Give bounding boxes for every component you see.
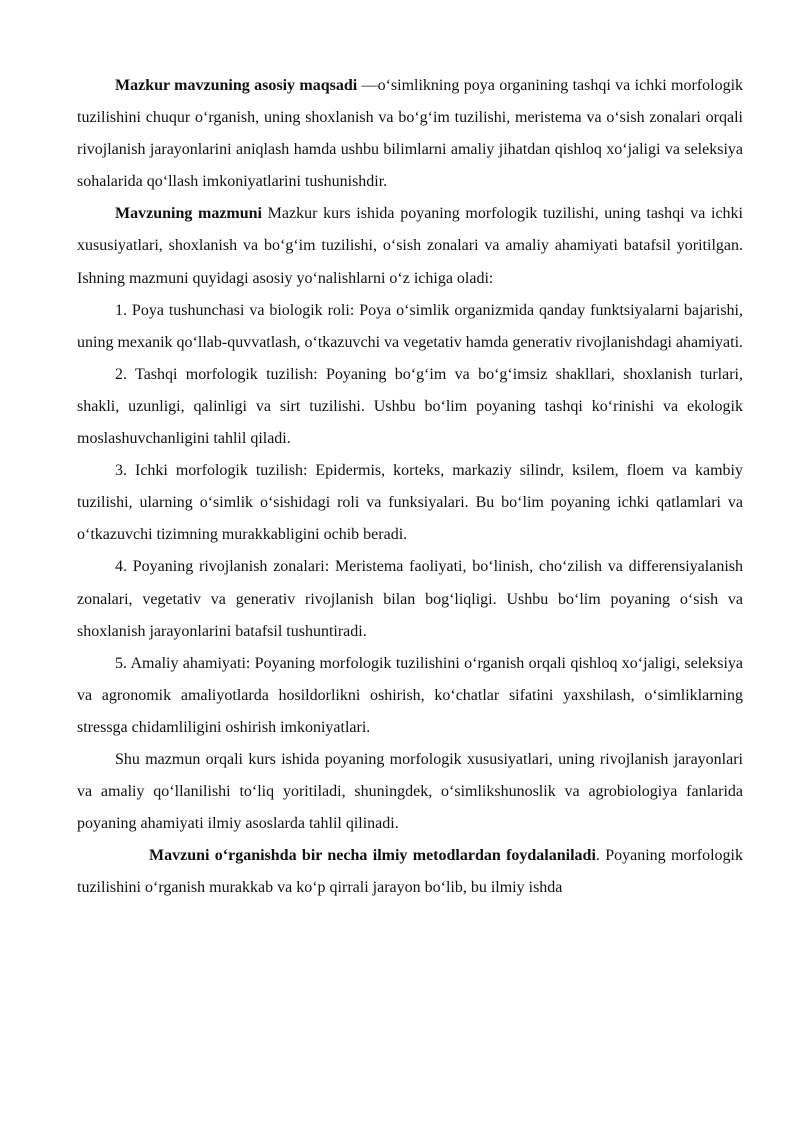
paragraph-lead: Mazkur mavzuning asosiy maqsadi	[115, 77, 358, 94]
paragraph-text: Shu mazmun orqali kurs ishida poyaning morfologik xususiyatlari, uning rivojlanish jarayonlari va amaliy qo‘llanilishi to‘liq yoritiladi, shuningdek, o‘simlikshunoslik va agrobiologiya fanlarida poyaning ahamiyati ilmiy asoslarda tahlil qilinadi.	[77, 750, 743, 833]
document-page	[77, 70, 743, 904]
list-item-4	[77, 551, 743, 647]
paragraph-text: 4. Poyaning rivojlanish zonalari: Meristema faoliyati, bo‘linish, cho‘zilish va differensiyalanish zonalari, vegetativ va generativ rivojlanish bilan bog‘liqligi. Ushbu bo‘lim poyaning o‘sish va shoxlanish jarayonlarini batafsil tushuntiradi.	[77, 558, 743, 640]
paragraph-lead: Mavzuni o‘rganishda bir necha ilmiy metodlardan foydalaniladi	[149, 847, 596, 865]
paragraph-text: 2. Tashqi morfologik tuzilish: Poyaning bo‘g‘im va bo‘g‘imsiz shakllari, shoxlanish turlari, shakli, uzunligi, qalinligi va sirt tuzilishi. Ushbu bo‘lim poyaning tashqi ko‘rinishi va ekologik moslashuvchanligini tahlil qiladi.	[77, 365, 743, 448]
paragraph-lead: Mavzuning mazmuni	[115, 205, 263, 223]
list-item-5	[77, 648, 743, 744]
paragraph-summary	[77, 744, 743, 840]
paragraph-goal	[77, 70, 743, 198]
paragraph-text: 1. Poya tushunchasi va biologik roli: Poya o‘simlik organizmida qanday funktsiyalarni bajarishi, uning mexanik qo‘llab-quvvatlash, o‘tkazuvchi va vegetativ hamda generativ rivojlanishdagi ahamiyati.	[77, 301, 744, 351]
paragraph-text: Mazkur kurs ishida poyaning morfologik tuzilishi, uning tashqi va ichki xususiyatlari, shoxlanish va bo‘g‘im tuzilishi, o‘sish zonalari va amaliy ahamiyati batafsil yoritilgan. Ishning mazmuni quyidagi asosiy yo‘nalishlarni o‘z ichiga oladi:	[77, 205, 744, 287]
paragraph-text: 3. Ichki morfologik tuzilish: Epidermis, korteks, markaziy silindr, ksilem, floem va kambiy tuzilishi, ularning o‘simlik o‘sishidagi roli va funksiyalari. Bu bo‘lim poyaning ichki qatlamlari va o‘tkazuvchi tizimning murakkabligini ochib beradi.	[77, 462, 743, 544]
paragraph-text: . Poyaning morfologik tuzilishini o‘rganish murakkab va ko‘p qirrali jarayon bo‘lib, bu ilmiy ishda	[77, 847, 743, 897]
paragraph-content	[77, 198, 743, 294]
paragraph-text: —o‘simlikning poya organining tashqi va ichki morfologik tuzilishini chuqur o‘rganish, uning shoxlanish va bo‘g‘im tuzilishi, meristema va o‘sish zonalari orqali rivojlanish jarayonlarini aniqlash hamda ushbu bilimlarni amaliy jihatdan qishloq xo‘jaligi va seleksiya sohalarida qo‘llash imkoniyatlarini tushunishdir.	[77, 77, 744, 191]
list-item-1	[77, 295, 743, 359]
paragraph-text: 5. Amaliy ahamiyati: Poyaning morfologik tuzilishini o‘rganish orqali qishloq xo‘jaligi, seleksiya va agronomik amaliyotlarda hosildorlikni oshirish, ko‘chatlar sifatini yaxshilash, o‘simliklarning stressga chidamliligini oshirish imkoniyatlari.	[77, 654, 743, 736]
list-item-3	[77, 455, 743, 551]
list-item-2	[77, 359, 743, 455]
paragraph-methods	[77, 840, 743, 904]
